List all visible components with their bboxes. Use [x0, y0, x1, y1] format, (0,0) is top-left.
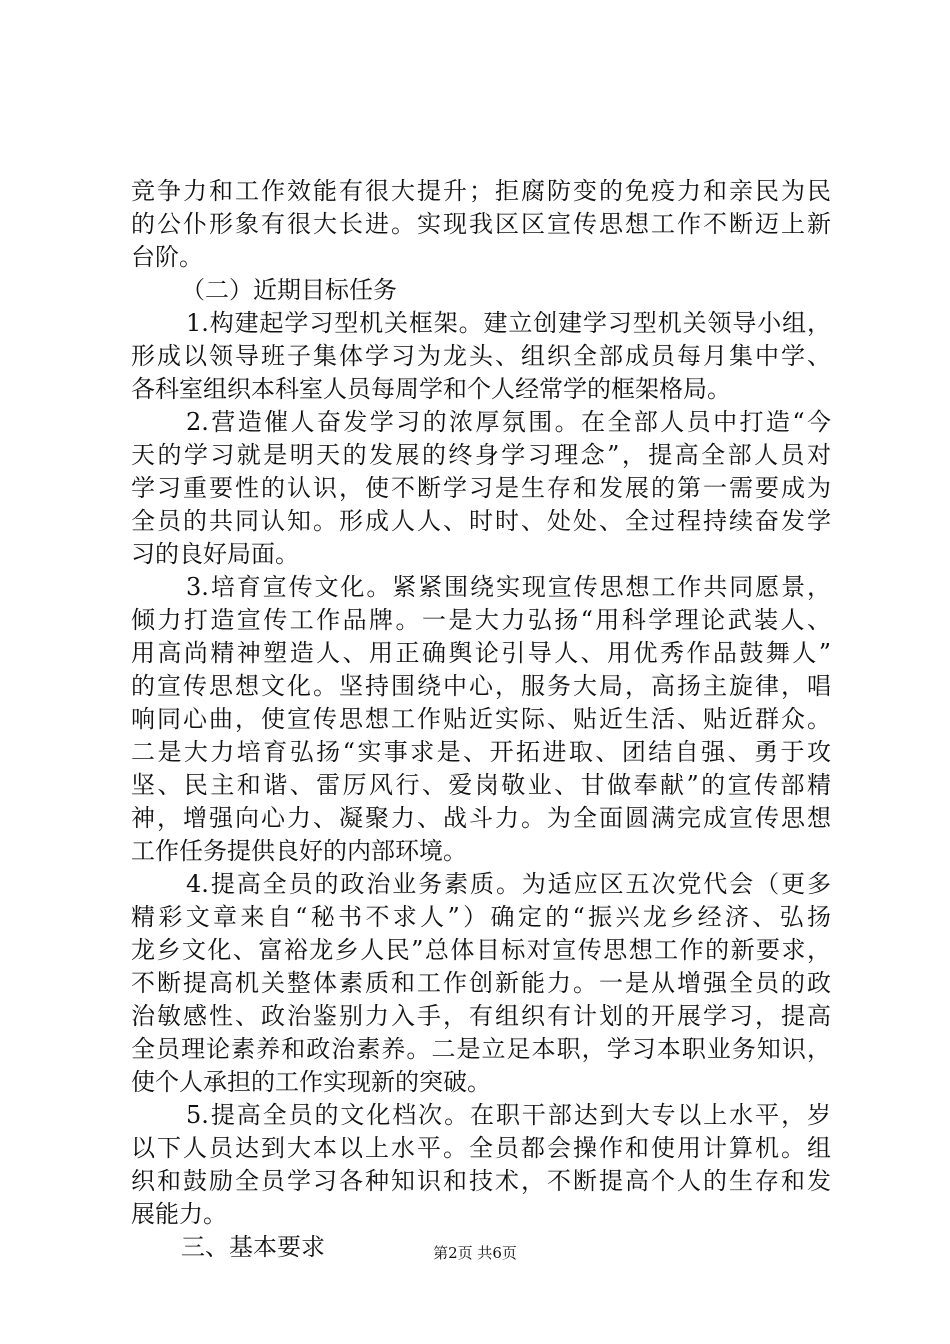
- text-line: 全员的共同认知。形成人人、时时、处处、全过程持续奋发学: [131, 507, 831, 535]
- text-line: 台阶。: [131, 243, 203, 271]
- text-line: 神，增强向心力、凝聚力、战斗力。为全面圆满完成宣传思想: [131, 804, 831, 832]
- text-line: 二是大力培育弘扬“实事求是、开拓进取、团结自强、勇于攻: [131, 738, 831, 766]
- section-heading: 三、基本要求: [181, 1233, 325, 1261]
- text-line: 坚、民主和谐、雷厉风行、爱岗敬业、甘做奉献”的宣传部精: [131, 771, 831, 799]
- text-line: 形成以领导班子集体学习为龙头、组织全部成员每月集中学、: [131, 342, 831, 370]
- text-line: 使个人承担的工作实现新的突破。: [131, 1068, 491, 1096]
- text-line: 各科室组织本科室人员每周学和个人经常学的框架格局。: [131, 375, 731, 403]
- page-number-footer: 第2页 共6页: [433, 1244, 517, 1262]
- text-line: 不断提高机关整体素质和工作创新能力。一是从增强全员的政: [131, 969, 831, 997]
- text-line: 治敏感性、政治鉴别力入手，有组织有计划的开展学习，提高: [131, 1002, 831, 1030]
- text-line: 习的良好局面。: [131, 540, 299, 568]
- text-line: 5.提高全员的文化档次。在职干部达到大专以上水平，岁: [186, 1101, 831, 1129]
- text-line: 织和鼓励全员学习各种知识和技术，不断提高个人的生存和发: [131, 1167, 831, 1195]
- document-body: [131, 175, 831, 1264]
- text-line: 响同心曲，使宣传思想工作贴近实际、贴近生活、贴近群众。: [131, 705, 831, 733]
- text-line: 的宣传思想文化。坚持围绕中心，服务大局，高扬主旋律，唱: [131, 672, 831, 700]
- text-line: 1.构建起学习型机关框架。建立创建学习型机关领导小组，: [186, 309, 831, 337]
- text-line: 竞争力和工作效能有很大提升；拒腐防变的免疫力和亲民为民: [131, 177, 831, 205]
- text-line: 龙乡文化、富裕龙乡人民”总体目标对宣传思想工作的新要求，: [131, 936, 831, 964]
- text-line: 2.营造催人奋发学习的浓厚氛围。在全部人员中打造“今: [186, 408, 831, 436]
- text-line: 倾力打造宣传工作品牌。一是大力弘扬“用科学理论武装人、: [131, 606, 831, 634]
- text-line: 用高尚精神塑造人、用正确舆论引导人、用优秀作品鼓舞人”: [131, 639, 831, 667]
- text-line: 工作任务提供良好的内部环境。: [131, 837, 467, 865]
- text-line: 4.提高全员的政治业务素质。为适应区五次党代会（更多: [186, 870, 831, 898]
- section-heading: （二）近期目标任务: [181, 276, 397, 304]
- text-line: 的公仆形象有很大长进。实现我区区宣传思想工作不断迈上新: [131, 210, 831, 238]
- text-line: 以下人员达到大本以上水平。全员都会操作和使用计算机。组: [131, 1134, 831, 1162]
- text-line: 展能力。: [131, 1200, 227, 1228]
- text-line: 3.培育宣传文化。紧紧围绕实现宣传思想工作共同愿景，: [186, 573, 831, 601]
- text-line: 学习重要性的认识，使不断学习是生存和发展的第一需要成为: [131, 474, 831, 502]
- text-line: 精彩文章来自“秘书不求人”）确定的“振兴龙乡经济、弘扬: [131, 903, 831, 931]
- text-line: 天的学习就是明天的发展的终身学习理念”，提高全部人员对: [131, 441, 831, 469]
- text-line: 全员理论素养和政治素养。二是立足本职，学习本职业务知识，: [131, 1035, 831, 1063]
